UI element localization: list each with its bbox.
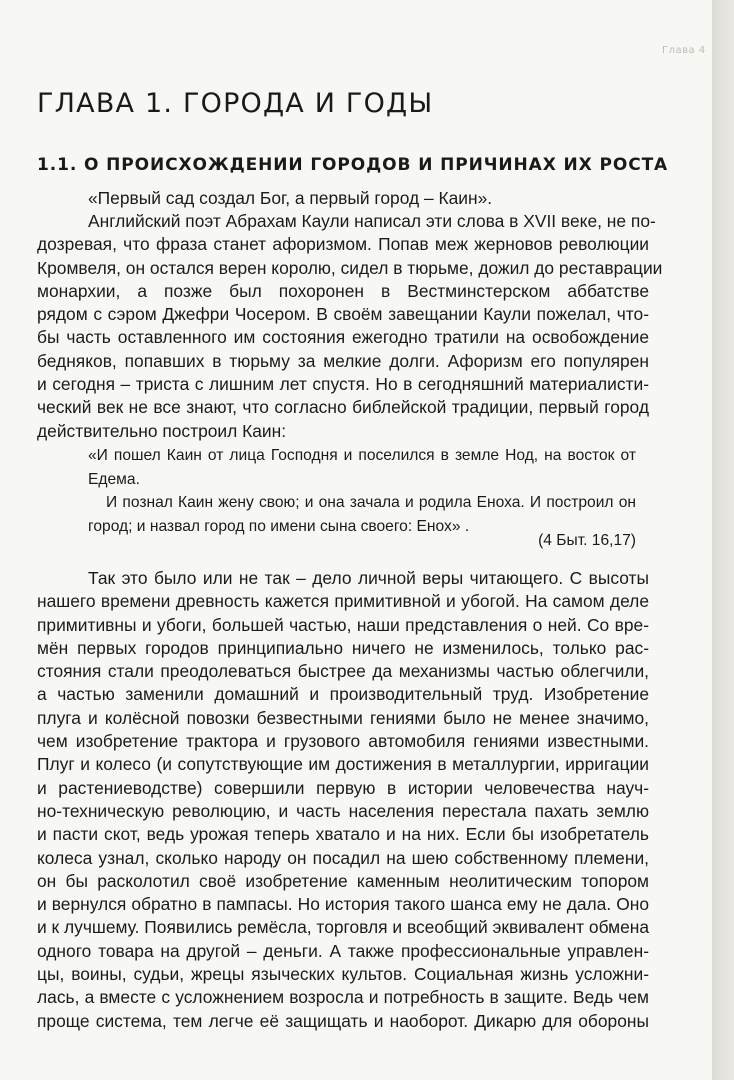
text-line: и пасти скот, ведь урожая теперь хватало и на них. Если бы изобретатель — [37, 824, 649, 845]
text-line: цы, воины, судьи, жрецы языческих культов. Социальная жизнь усложни- — [37, 964, 649, 985]
text-line: и сегодня – триста с лишним лет спустя. Но в сегодняшний материалисти- — [37, 374, 649, 395]
text-line: и вернулся обратно в пампасы. Но история такого шанса ему не дала. Оно — [37, 894, 649, 915]
text-line: Кромвеля, он остался верен королю, сидел в тюрьме, дожил до реставрации — [37, 257, 663, 278]
text-line: дозревая, что фраза станет афоризмом. Попав меж жерновов революции — [37, 234, 649, 255]
text-line: а частью заменили домашний и производительный труд. Изобретение — [37, 684, 649, 705]
text-line: плуга и колёсной повозки безвестными гениями было не менее значимо, — [37, 707, 649, 728]
text-line: одного товара на другой – деньги. А также профессиональные управлен- — [37, 940, 649, 961]
running-head: Глава 4 — [662, 45, 706, 56]
text-line: чем изобретение трактора и грузового автомобиля гениями известными. — [37, 731, 649, 752]
text-line: примитивны и убоги, большей частью, наши представления о ней. Со вре- — [37, 614, 649, 635]
quote-line: «И пошел Каин от лица Господня и поселился в земле Нод, на восток от — [88, 447, 636, 464]
text-line: монархии, а позже был похоронен в Вестминстерском аббатстве — [37, 280, 649, 301]
text-line: Плуг и колесо (и сопутствующие им достижения в металлургии, ирригации — [37, 754, 649, 775]
quote-citation: (4 Быт. 16,17) — [538, 532, 636, 549]
text-line: он бы расколотил своё изобретение каменным неолитическим топором — [37, 870, 649, 891]
text-line: Так это было или не так – дело личной веры читающего. С высоты — [88, 568, 649, 588]
text-line: колеса узнал, сколько народу он посадил на шею собственному племени, — [37, 847, 649, 868]
paragraph-2 — [37, 567, 649, 1033]
bible-quote — [88, 444, 636, 538]
text-line: лась, а вместе с усложнением возросла и потребность в защите. Ведь чем — [37, 987, 649, 1008]
text-line: но-техническую революцию, и часть населения перестала пахать землю — [37, 800, 649, 821]
quote-line: Едема. — [88, 470, 140, 488]
text-line: бедняков, попавших в тюрьму за мелкие долги. Афоризм его популярен — [37, 350, 649, 371]
epigraph: «Первый сад создал Бог, а первый город – Каин». — [88, 188, 493, 208]
page-edge — [712, 0, 734, 1080]
text-line: и растениеводстве) совершили первую в истории человечества науч- — [37, 777, 649, 798]
text-line: рядом с сэром Джефри Чосером. В своём завещании Каули пожелал, что- — [37, 304, 649, 325]
text-line: нашего времени древность кажется примитивной и убогой. На самом деле — [37, 591, 649, 612]
text-line: мён первых городов принципиально ничего не изменилось, только рас- — [37, 637, 649, 658]
text-line: ческий век не все знают, что согласно библейской традиции, первый город — [37, 397, 649, 418]
quote-line: И познал Каин жену свою; и она зачала и родила Еноха. И построил он — [106, 494, 636, 511]
text-line: Английский поэт Абрахам Каули написал эти слова в XVII веке, не по- — [88, 211, 656, 231]
section-title: 1.1. О ПРОИСХОЖДЕНИИ ГОРОДОВ И ПРИЧИНАХ ИХ РОСТА — [37, 155, 669, 175]
text-line: бы часть оставленного им состояния ежегодно тратили на освобождение — [37, 327, 649, 348]
chapter-title: ГЛАВА 1. ГОРОДА И ГОДЫ — [37, 88, 434, 119]
text-line: и к лучшему. Появились ремёсла, торговля и всеобщий эквивалент обмена — [37, 917, 650, 938]
text-line: стояния стали преодолеваться быстрее да механизмы частью облегчили, — [37, 661, 649, 682]
text-line: проще система, тем легче её защищать и наоборот. Дикарю для обороны — [37, 1010, 649, 1031]
text-line: действительно построил Каин: — [37, 420, 287, 441]
paragraph-1 — [37, 210, 663, 443]
quote-line: город; и назвал город по имени сына своего: Енох» . — [88, 517, 470, 535]
